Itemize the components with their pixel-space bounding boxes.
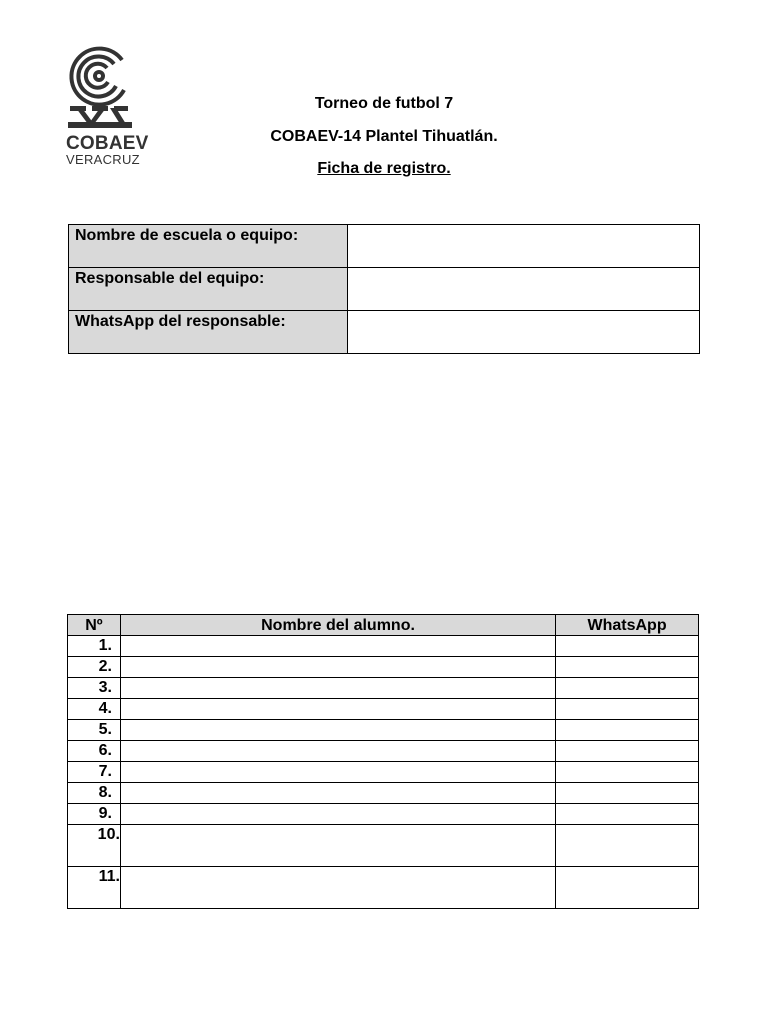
logo-name: COBAEV	[66, 133, 149, 154]
row-number: 3.	[68, 678, 121, 699]
row-number: 10.	[68, 825, 121, 867]
school-name: COBAEV-14 Plantel Tihuatlán.	[270, 128, 498, 145]
row-number: 11.	[68, 867, 121, 909]
whatsapp-cell[interactable]	[556, 678, 699, 699]
table-row	[68, 762, 699, 783]
whatsapp-cell[interactable]	[556, 657, 699, 678]
table-row	[68, 720, 699, 741]
whatsapp-column-header: WhatsApp	[556, 615, 699, 636]
row-number: 8.	[68, 783, 121, 804]
student-name-column-header: Nombre del alumno.	[120, 615, 555, 636]
team-name-field[interactable]	[348, 225, 700, 268]
page-title: Torneo de futbol 7	[314, 95, 454, 112]
cobaev-logo	[64, 46, 148, 170]
student-name-cell[interactable]	[120, 804, 555, 825]
whatsapp-cell[interactable]	[556, 636, 699, 657]
team-manager-label: Responsable del equipo:	[69, 268, 348, 311]
table-row	[68, 867, 699, 909]
whatsapp-cell[interactable]	[556, 804, 699, 825]
row-number: 1.	[68, 636, 121, 657]
whatsapp-cell[interactable]	[556, 720, 699, 741]
roster-header-row	[68, 615, 699, 636]
table-row	[68, 636, 699, 657]
row-number: 6.	[68, 741, 121, 762]
table-row	[68, 657, 699, 678]
student-name-cell[interactable]	[120, 741, 555, 762]
registration-row	[69, 268, 700, 311]
student-name-cell[interactable]	[120, 636, 555, 657]
row-number: 5.	[68, 720, 121, 741]
table-row	[68, 783, 699, 804]
table-row	[68, 678, 699, 699]
student-name-cell[interactable]	[120, 699, 555, 720]
team-manager-field[interactable]	[348, 268, 700, 311]
registration-row	[69, 225, 700, 268]
student-name-cell[interactable]	[120, 657, 555, 678]
logo-subtitle: VERACRUZ	[66, 152, 140, 167]
table-row	[68, 699, 699, 720]
student-name-cell[interactable]	[120, 867, 555, 909]
registration-table	[68, 224, 700, 354]
whatsapp-cell[interactable]	[556, 741, 699, 762]
whatsapp-cell[interactable]	[556, 783, 699, 804]
whatsapp-cell[interactable]	[556, 762, 699, 783]
table-row	[68, 825, 699, 867]
student-name-cell[interactable]	[120, 678, 555, 699]
student-name-cell[interactable]	[120, 783, 555, 804]
roster-table	[67, 614, 699, 909]
student-name-cell[interactable]	[120, 720, 555, 741]
row-number: 9.	[68, 804, 121, 825]
team-name-label: Nombre de escuela o equipo:	[69, 225, 348, 268]
whatsapp-cell[interactable]	[556, 825, 699, 867]
row-number: 2.	[68, 657, 121, 678]
cobaev-emblem-icon	[64, 46, 134, 138]
manager-whatsapp-label: WhatsApp del responsable:	[69, 311, 348, 354]
student-name-cell[interactable]	[120, 825, 555, 867]
whatsapp-cell[interactable]	[556, 699, 699, 720]
number-column-header: Nº	[68, 615, 121, 636]
table-row	[68, 741, 699, 762]
row-number: 4.	[68, 699, 121, 720]
row-number: 7.	[68, 762, 121, 783]
table-row	[68, 804, 699, 825]
registration-row	[69, 311, 700, 354]
form-title: Ficha de registro.	[317, 160, 451, 177]
student-name-cell[interactable]	[120, 762, 555, 783]
whatsapp-cell[interactable]	[556, 867, 699, 909]
manager-whatsapp-field[interactable]	[348, 311, 700, 354]
